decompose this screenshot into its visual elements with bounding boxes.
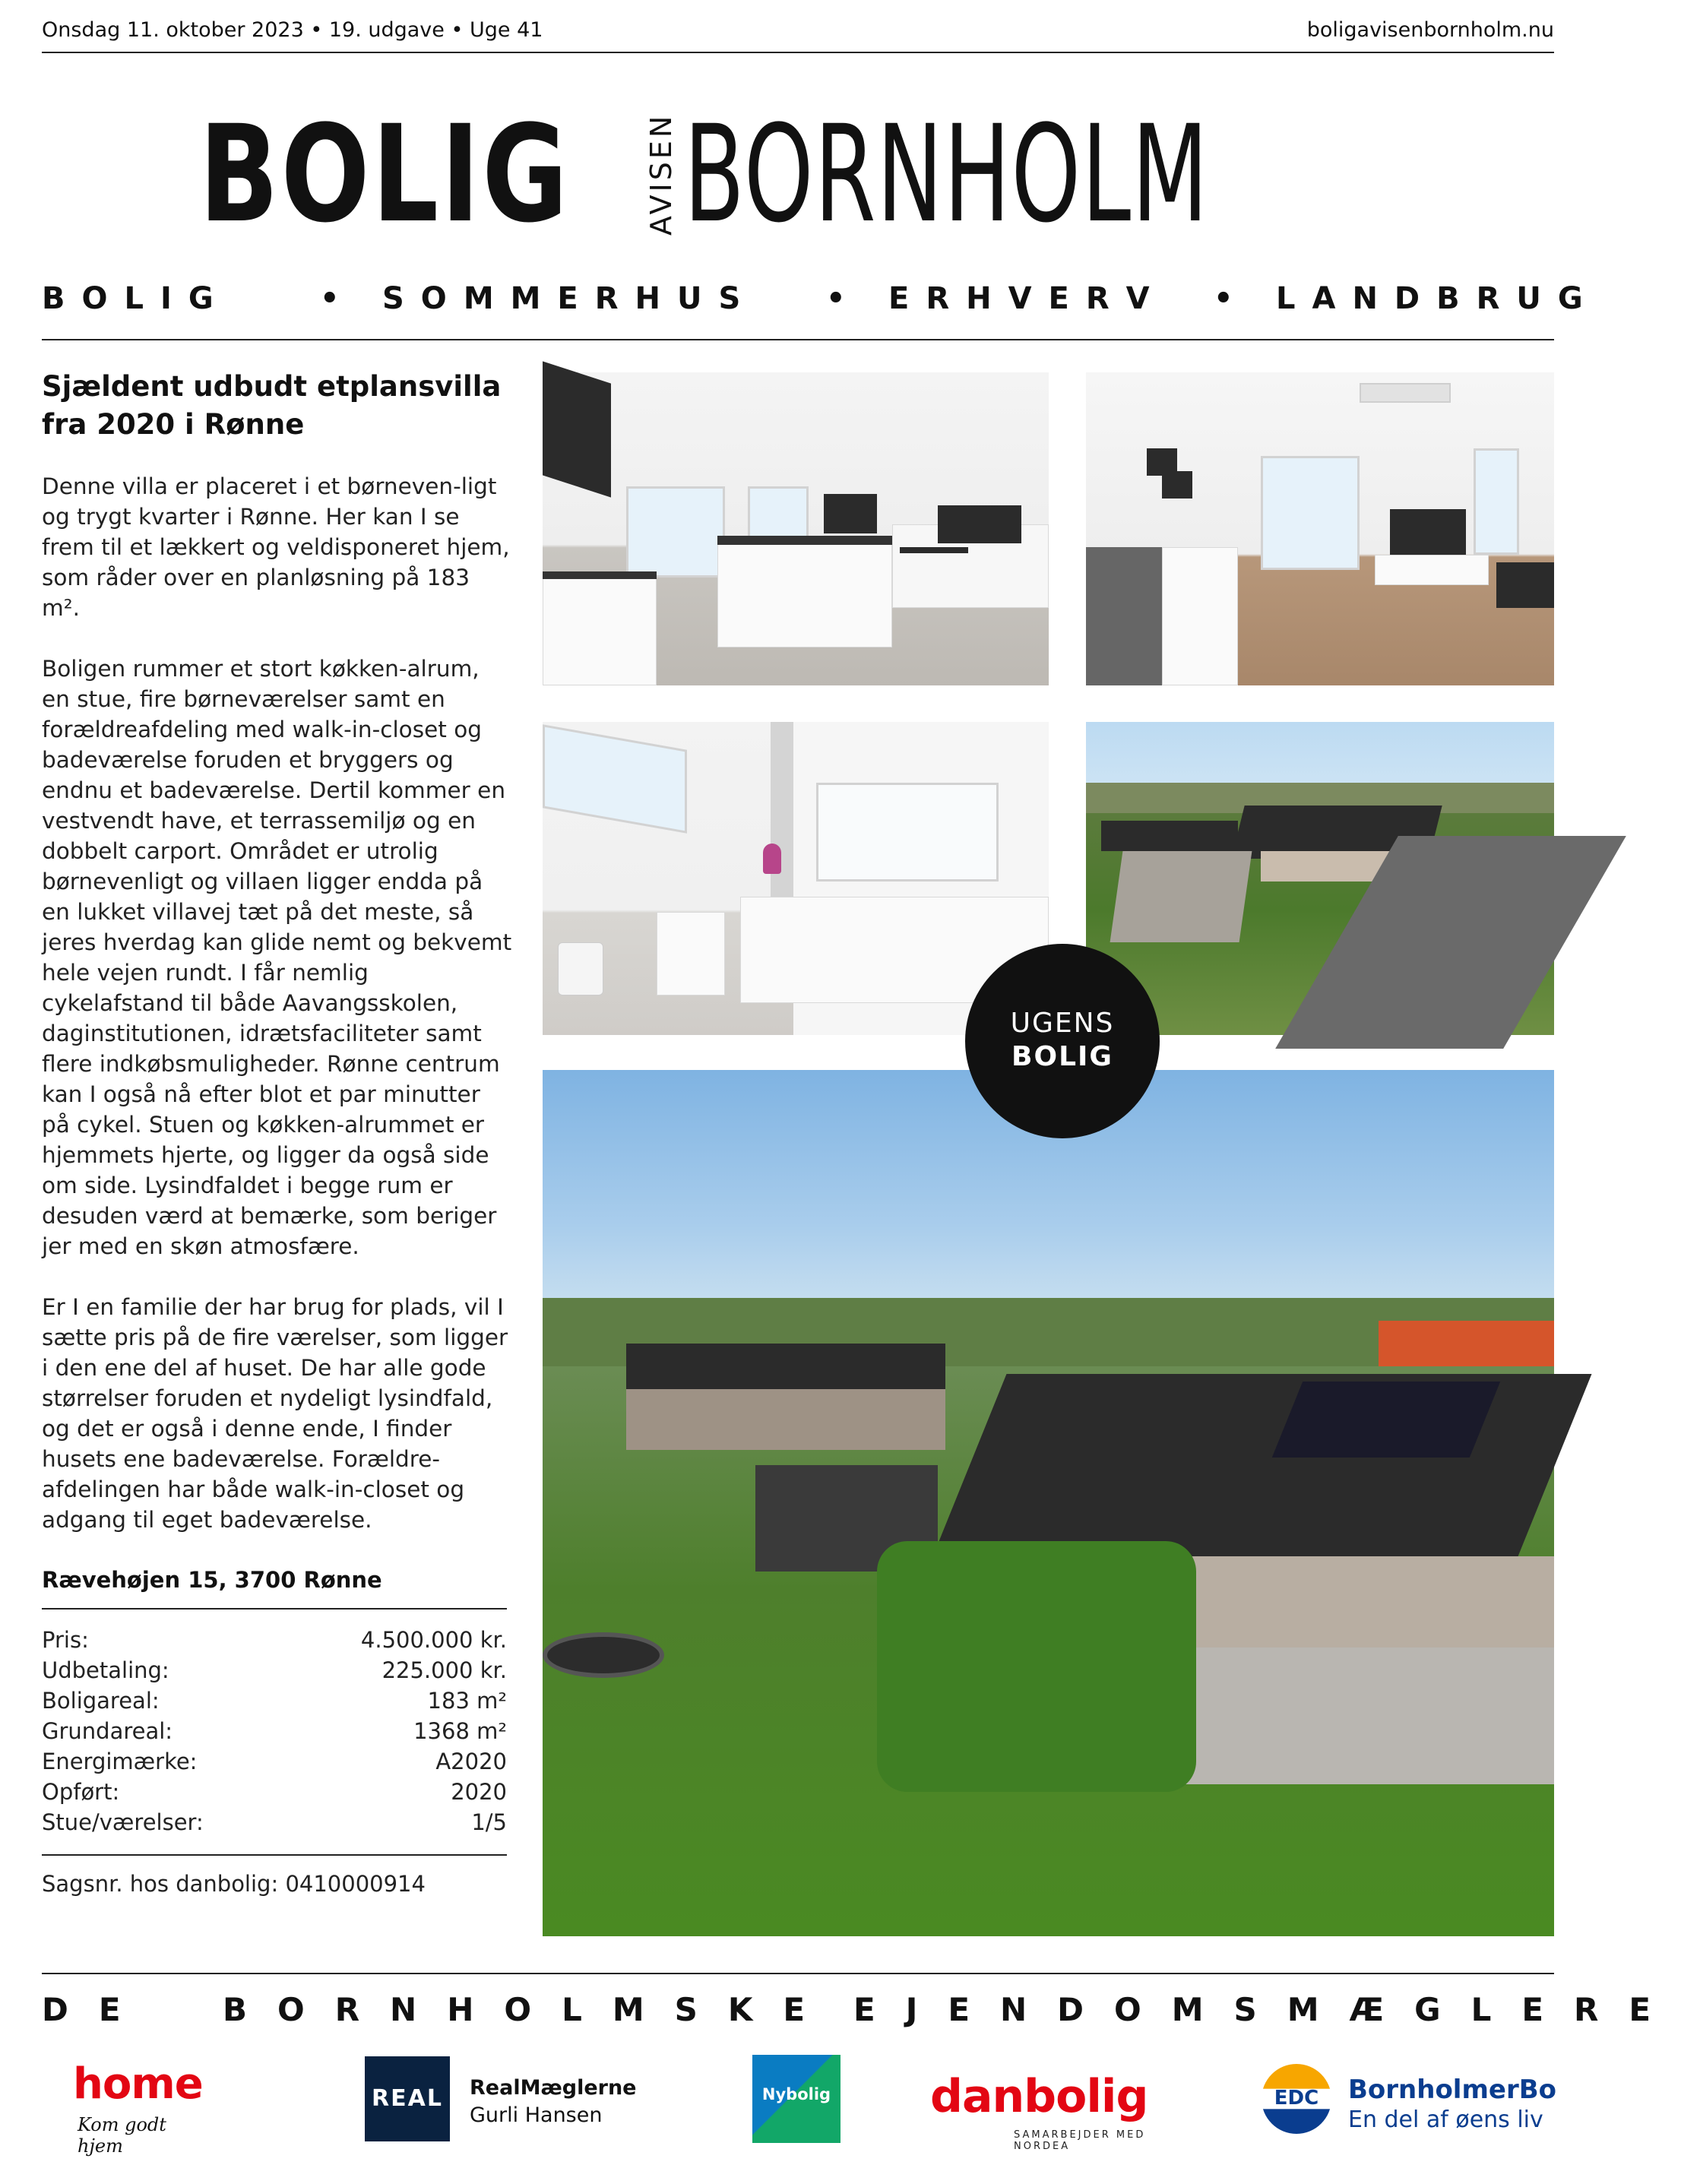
real-logo-box: REAL	[365, 2056, 450, 2141]
shelf-shape	[1162, 471, 1192, 499]
aerial-street-photo[interactable]	[1086, 722, 1554, 1035]
nybolig-logo-word: Nybolig	[761, 2085, 831, 2103]
tv-shape	[938, 505, 1021, 543]
edc-bornholmerbo-logo[interactable]	[1262, 2064, 1565, 2140]
fact-value: 4.500.000 kr.	[360, 1627, 507, 1653]
tv-shape	[1390, 509, 1466, 555]
danbolig-logo[interactable]	[930, 2070, 1173, 2152]
category-landbrug: LANDBRUG	[1276, 281, 1600, 316]
tv-shape	[824, 494, 877, 533]
fact-label: Energimærke:	[42, 1749, 198, 1774]
table-shape	[900, 547, 968, 553]
real-logo-sub: Gurli Hansen	[470, 2103, 603, 2127]
footer-word-bornholmske: BORNHOLMSKE	[223, 1991, 836, 2028]
article-paragraph: Boligen rummer et stort køkken-alrum, en stue, fire børneværelser samt en forældreafdeling med walk-in-closet og badeværelse foruden et bryggers og endnu et badeværelse. Dertil kommer en vestvendt have, et terrassemiljø og en dobbelt carport. Området er utrolig børnevenligt og villaen ligger endda på en lukket villavej tæt på det meste, så jeres hverdag kan glide nemt og bekvemt hele vejen rundt. I får nemlig cykelafstand til både Aavangsskolen, daginstitutionen, idrætsfaciliteter samt flere indkøbsmuligheder. Rønne centrum kan I også nå efter blot et par minutter på cykel. Stuen og køkken-alrummet er hjemmets hjerte, og ligger da også side om side. Lysindfaldet i begge rum er desuden værd at bemærke, som beriger jer med en skøn atmosfære.	[42, 656, 512, 1259]
fact-row-rooms	[42, 1807, 507, 1837]
footer-word-ejendomsmaeglere: EJENDOMSMÆGLERE	[853, 1991, 1681, 2028]
sofa-shape	[1496, 562, 1554, 608]
category-sommerhus: SOMMERHUS	[382, 281, 758, 316]
fact-value: A2020	[435, 1749, 507, 1774]
fact-label: Opført:	[42, 1779, 120, 1805]
masthead-avisen: AVISEN	[644, 112, 678, 236]
window-shape	[543, 724, 687, 834]
counter-front-shape	[1162, 547, 1238, 685]
living-room-photo[interactable]	[1086, 372, 1554, 685]
bathroom-photo[interactable]	[543, 722, 1049, 1035]
fact-value: 1368 m²	[413, 1718, 507, 1744]
danbolig-logo-word: danbolig	[930, 2070, 1148, 2123]
fact-row-down-payment	[42, 1655, 507, 1685]
realmaeglerne-logo[interactable]	[365, 2056, 654, 2146]
cabinet-shape	[543, 576, 657, 685]
article-paragraph: Denne villa er placeret i et børneven-ligt og trygt kvarter i Rønne. Her kan I se frem til et lækkert og veldisponeret hjem, som råder over en planløsning på 183 m².	[42, 473, 510, 621]
window-shape	[1474, 448, 1519, 555]
edc-circle-text: EDC	[1274, 2087, 1319, 2110]
home-logo[interactable]	[73, 2059, 210, 2157]
fact-row-living-area	[42, 1685, 507, 1716]
issue-bar	[42, 14, 1554, 53]
neighbor-wall-shape	[626, 1389, 945, 1450]
solar-panel-shape	[1272, 1382, 1500, 1458]
category-separator: •	[826, 281, 846, 316]
case-number: Sagsnr. hos danbolig: 0410000914	[42, 1871, 426, 1897]
fact-label: Stue/værelser:	[42, 1809, 204, 1835]
fact-label: Boligareal:	[42, 1688, 160, 1714]
countertop-shape	[543, 571, 657, 579]
danbolig-logo-sub: SAMARBEJDER MED NORDEA	[1014, 2129, 1146, 2152]
nybolig-logo[interactable]	[752, 2055, 840, 2143]
fact-label: Udbetaling:	[42, 1657, 169, 1683]
fact-row-built	[42, 1777, 507, 1807]
kitchen-photo[interactable]	[543, 372, 1049, 685]
real-logo-name: RealMæglerne	[470, 2076, 637, 2100]
island-shape	[717, 541, 892, 647]
fact-label: Pris:	[42, 1627, 89, 1653]
bamboo-hedge-shape	[877, 1541, 1196, 1792]
category-erhverv: ERHVERV	[888, 281, 1167, 316]
footer-word-de: DE	[42, 1991, 151, 2028]
issue-date-line: Onsdag 11. oktober 2023 • 19. udgave • Uge 41	[42, 18, 543, 42]
badge-line-1: UGENS	[1010, 1008, 1115, 1039]
article-body	[42, 471, 513, 1565]
property-facts-table	[42, 1608, 507, 1856]
masthead-bornholm: BORNHOLM	[684, 97, 1209, 252]
hood-shape	[543, 361, 611, 497]
badge-line-2: BOLIG	[1011, 1041, 1113, 1072]
fact-row-energy-label	[42, 1746, 507, 1777]
edc-logo-sub: En del af øens liv	[1348, 2106, 1543, 2133]
footer-title	[42, 1991, 1681, 2037]
driveway-shape	[1110, 851, 1252, 942]
toilet-shape	[558, 942, 603, 995]
orchid-shape	[763, 844, 781, 874]
footer-divider	[42, 1973, 1554, 1974]
neighbor-roof-shape	[1379, 1321, 1554, 1366]
edc-logo-name: BornholmerBo	[1348, 2075, 1556, 2105]
trampoline-shape	[543, 1632, 664, 1678]
neighbor-house-shape	[626, 1344, 945, 1389]
carport-roof-shape	[1101, 821, 1238, 851]
ugens-bolig-badge	[965, 944, 1160, 1138]
category-separator: •	[1214, 281, 1233, 316]
fact-row-plot-area	[42, 1716, 507, 1746]
fact-value: 225.000 kr.	[381, 1657, 507, 1683]
website-link[interactable]: boligavisenbornholm.nu	[1306, 18, 1554, 42]
fact-value: 183 m²	[427, 1688, 507, 1714]
main-roof-shape	[929, 1374, 1591, 1564]
cabinet-shape	[657, 912, 725, 995]
category-bolig: BOLIG	[42, 281, 230, 316]
property-address: Rævehøjen 15, 3700 Rønne	[42, 1567, 382, 1593]
door-window-shape	[1261, 456, 1360, 570]
mirror-shape	[816, 783, 999, 882]
category-separator: •	[320, 281, 340, 316]
masthead-bolig: BOLIG	[199, 97, 571, 252]
ceiling-light-shape	[1360, 383, 1451, 403]
window-shape	[626, 486, 725, 578]
home-logo-word: home	[73, 2059, 203, 2109]
category-bar	[42, 275, 1600, 340]
fact-label: Grundareal:	[42, 1718, 173, 1744]
article-headline: Sjældent udbudt etplansvilla fra 2020 i Rønne	[42, 370, 502, 441]
masthead	[0, 99, 1591, 251]
house-aerial-photo[interactable]	[543, 1070, 1554, 1936]
fact-value: 2020	[451, 1779, 507, 1805]
fact-value: 1/5	[471, 1809, 507, 1835]
fact-row-price	[42, 1625, 507, 1655]
tv-bench-shape	[1375, 555, 1489, 585]
home-logo-tagline: Kom godt hjem	[78, 2114, 166, 2157]
article-paragraph: Er I en familie der har brug for plads, vil I sætte pris på de fire værelser, som ligger i den ene del af huset. De har alle gode størrelser foruden et nydeligt lysindfald, og det er også i denne ende, I finder husets ene badeværelse. Forældre-afdelingen har både walk-in-closet og adgang til eget badeværelse.	[42, 1294, 508, 1533]
edc-circle-icon	[1262, 2064, 1331, 2134]
island-top-shape	[717, 536, 892, 545]
